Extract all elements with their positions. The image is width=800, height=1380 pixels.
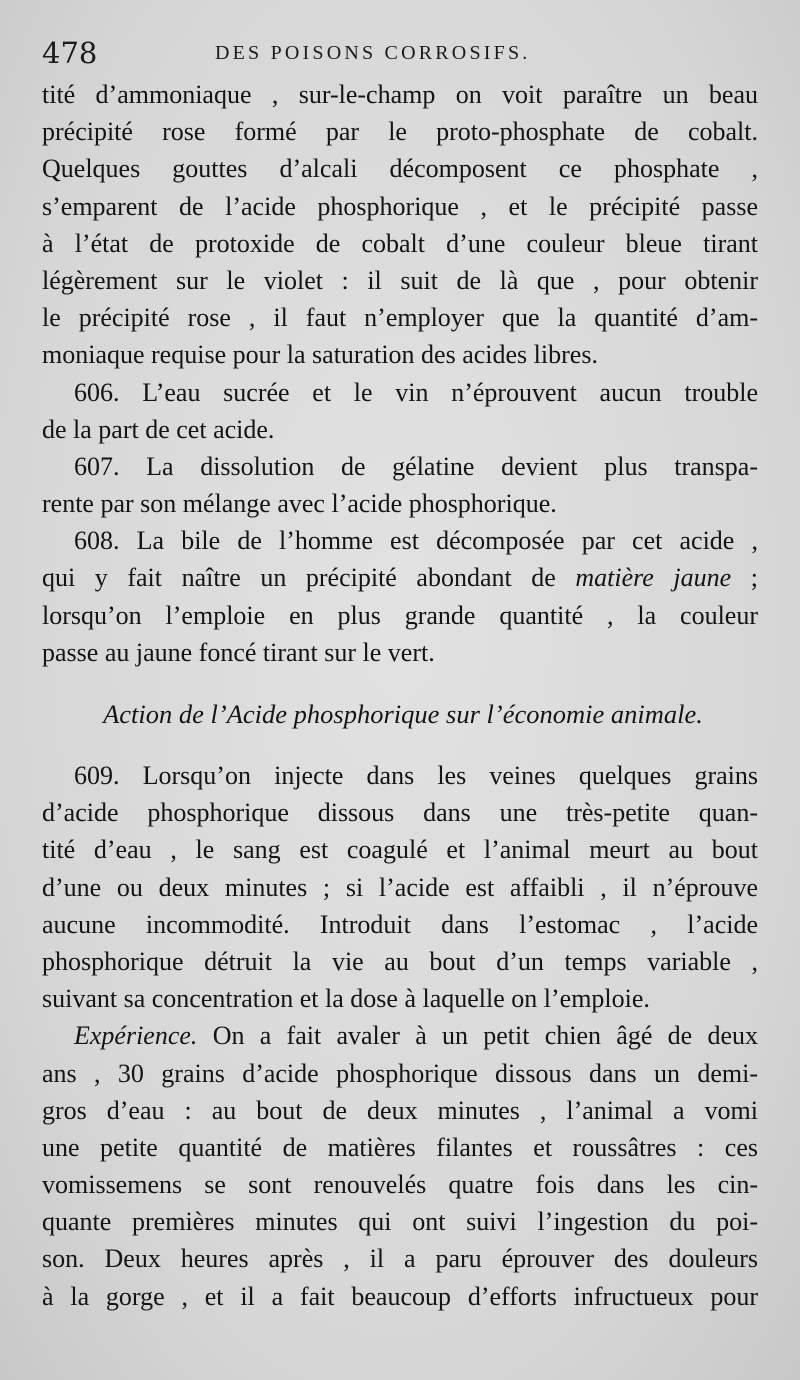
text-line: [42, 559, 758, 596]
text-run: ;: [731, 563, 758, 593]
text-line: Quelques gouttes d’alcali décomposent ce phosphate ,: [42, 154, 758, 184]
text-line: lorsqu’on l’emploie en plus grande quantité , la couleur: [42, 600, 758, 630]
text-line: tité d’ammoniaque , sur-le-champ on voit paraître un beau: [42, 80, 758, 109]
text-line: d’une ou deux minutes ; si l’acide est affaibli , il n’éprouve: [42, 872, 758, 902]
text-line: 606. L’eau sucrée et le vin n’éprouvent aucun trouble: [74, 377, 758, 407]
text-line: à l’état de protoxide de cobalt d’une couleur bleue tirant: [42, 228, 758, 258]
text-line: vomissemens se sont renouvelés quatre fois dans les cin-: [42, 1170, 758, 1200]
text-line: tité d’eau , le sang est coagulé et l’animal meurt au bout: [42, 835, 758, 865]
page-number: 478: [42, 36, 98, 70]
text-line: gros d’eau : au bout de deux minutes , l’animal a vomi: [42, 1095, 758, 1125]
text-line: une petite quantité de matières filantes et roussâtres : ces: [42, 1132, 758, 1162]
text-line: 608. La bile de l’homme est décomposée par cet acide ,: [74, 526, 758, 556]
text-line: son. Deux heures après , il a paru éprouver des douleurs: [42, 1244, 758, 1274]
text-line: suivant sa concentration et la dose à laquelle on l’emploie.: [42, 984, 650, 1014]
text-line: précipité rose formé par le proto-phosphate de cobalt.: [42, 117, 758, 147]
text-run: qui y fait naître un précipité abondant de: [42, 563, 576, 593]
text-line: 607. La dissolution de gélatine devient plus transpa-: [74, 451, 758, 481]
text-line: phosphorique détruit la vie au bout d’un temps variable ,: [42, 946, 758, 976]
paragraph-continuation: [42, 76, 758, 374]
paragraph-609: [42, 757, 758, 1017]
page-header: [40, 36, 760, 76]
section-heading: Action de l’Acide phosphorique sur l’économie animale.: [103, 699, 703, 729]
paragraph-608: [42, 522, 758, 671]
paragraph-606: [42, 374, 758, 448]
text-line: passe au jaune foncé tirant sur le vert.: [42, 637, 435, 667]
text-line: le précipité rose , il faut n’employer que la quantité d’am-: [42, 303, 758, 333]
text-line: aucune incommodité. Introduit dans l’estomac , l’acide: [42, 909, 758, 939]
text-line: rente par son mélange avec l’acide phosphorique.: [42, 489, 557, 519]
body-text: [42, 76, 758, 1315]
text-line: légèrement sur le violet : il suit de là que , pour obtenir: [42, 265, 758, 295]
text-line: 609. Lorsqu’on injecte dans les veines quelques grains: [74, 761, 758, 790]
text-line: de la part de cet acide.: [42, 414, 275, 444]
text-line: s’emparent de l’acide phosphorique , et le précipité passe: [42, 191, 758, 221]
running-head: DES POISONS CORROSIFS.: [215, 42, 531, 64]
text-line: [42, 1017, 758, 1054]
text-run: On a fait avaler à un petit chien âgé de deux: [197, 1021, 758, 1051]
paragraph-experience: [42, 1017, 758, 1315]
paragraph-607: [42, 448, 758, 522]
text-line: d’acide phosphorique dissous dans une très-petite quan-: [42, 798, 758, 828]
text-line: moniaque requise pour la saturation des acides libres.: [42, 340, 598, 370]
text-line: ans , 30 grains d’acide phosphorique dissous dans un demi-: [42, 1058, 758, 1088]
text-line: à la gorge , et il a fait beaucoup d’efforts infructueux pour: [42, 1281, 758, 1311]
experience-label: Expérience.: [74, 1021, 198, 1051]
italic-term: matière jaune: [575, 563, 732, 593]
text-line: quante premières minutes qui ont suivi l’ingestion du poi-: [42, 1207, 758, 1237]
